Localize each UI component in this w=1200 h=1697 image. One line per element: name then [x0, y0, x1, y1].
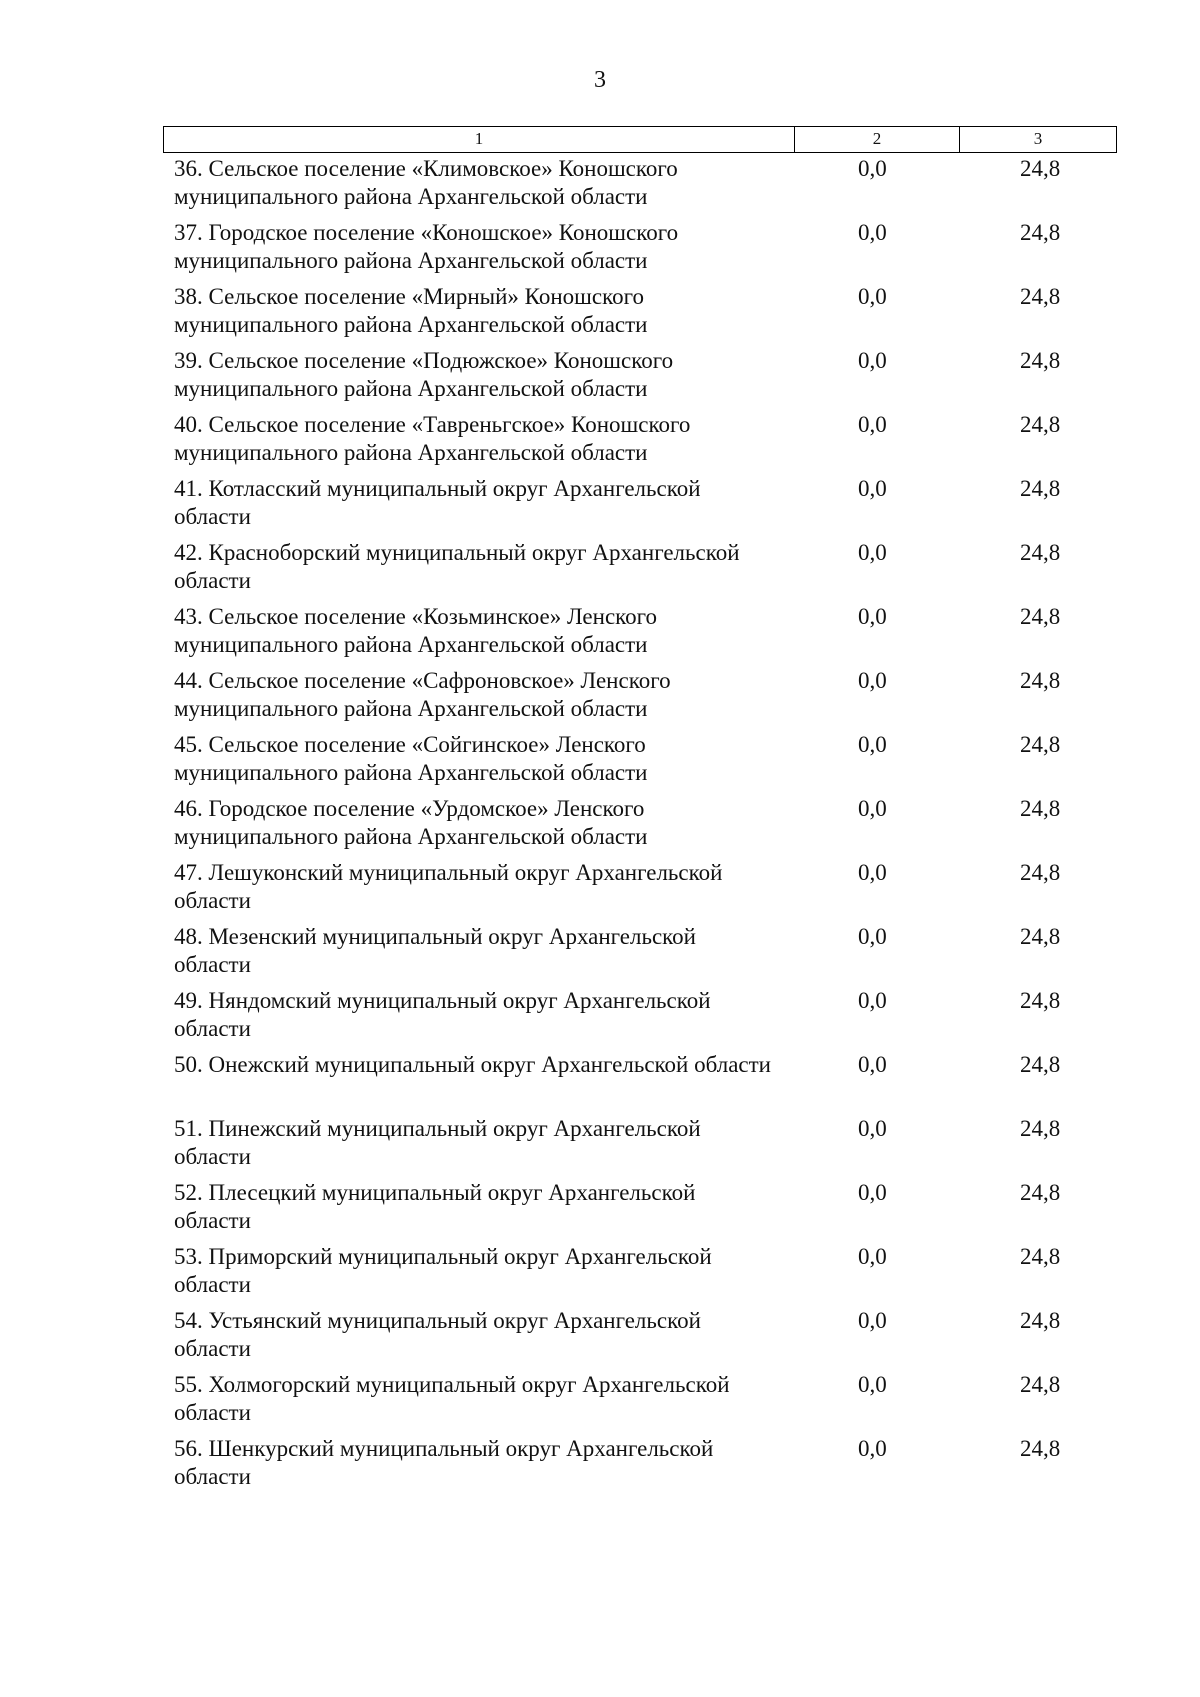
municipality-name: 41. Котласский муниципальный округ Архангельской области	[174, 476, 701, 529]
column-header-2: 2	[795, 127, 960, 152]
value-column-3: 24,8	[1020, 412, 1061, 437]
table-row	[0, 923, 1200, 987]
value-column-2: 0,0	[858, 412, 887, 437]
value-column-2: 0,0	[858, 732, 887, 757]
municipality-name: 38. Сельское поселение «Мирный» Коношского муниципального района Архангельской области	[174, 284, 648, 337]
value-column-3: 24,8	[1020, 1180, 1061, 1205]
table-row	[0, 475, 1200, 539]
table-row	[0, 731, 1200, 795]
table-body	[0, 155, 1200, 1499]
value-column-3: 24,8	[1020, 1116, 1061, 1141]
municipality-name: 43. Сельское поселение «Козьминское» Ленского муниципального района Архангельской области	[174, 604, 658, 657]
value-column-3: 24,8	[1020, 1052, 1061, 1077]
value-column-3: 24,8	[1020, 540, 1061, 565]
value-column-3: 24,8	[1020, 1308, 1061, 1333]
municipality-name: 36. Сельское поселение «Климовское» Коношского муниципального района Архангельской области	[174, 156, 678, 209]
value-column-3: 24,8	[1020, 604, 1061, 629]
value-column-3: 24,8	[1020, 348, 1061, 373]
municipality-name: 49. Няндомский муниципальный округ Архангельской области	[174, 988, 711, 1041]
municipality-name: 55. Холмогорский муниципальный округ Архангельской области	[174, 1372, 730, 1425]
value-column-2: 0,0	[858, 1244, 887, 1269]
value-column-3: 24,8	[1020, 1436, 1061, 1461]
value-column-3: 24,8	[1020, 1244, 1061, 1269]
municipality-name: 46. Городское поселение «Урдомское» Ленского муниципального района Архангельской области	[174, 796, 648, 849]
value-column-3: 24,8	[1020, 860, 1061, 885]
value-column-3: 24,8	[1020, 988, 1061, 1013]
value-column-3: 24,8	[1020, 476, 1061, 501]
table-row	[0, 1371, 1200, 1435]
table-row	[0, 1307, 1200, 1371]
value-column-2: 0,0	[858, 604, 887, 629]
table-row	[0, 283, 1200, 347]
value-column-2: 0,0	[858, 348, 887, 373]
value-column-3: 24,8	[1020, 924, 1061, 949]
municipality-name: 54. Устьянский муниципальный округ Архангельской области	[174, 1308, 701, 1361]
value-column-2: 0,0	[858, 988, 887, 1013]
table-row	[0, 411, 1200, 475]
page-number: 3	[594, 67, 606, 93]
municipality-name: 45. Сельское поселение «Сойгинское» Ленского муниципального района Архангельской области	[174, 732, 648, 785]
value-column-3: 24,8	[1020, 1372, 1061, 1397]
value-column-2: 0,0	[858, 284, 887, 309]
municipality-name: 39. Сельское поселение «Подюжское» Коношского муниципального района Архангельской области	[174, 348, 674, 401]
value-column-2: 0,0	[858, 1436, 887, 1461]
table-row	[0, 347, 1200, 411]
column-header-1: 1	[164, 127, 795, 152]
table-row	[0, 1243, 1200, 1307]
value-column-2: 0,0	[858, 1372, 887, 1397]
value-column-3: 24,8	[1020, 220, 1061, 245]
table-header	[163, 126, 1117, 153]
municipality-name: 51. Пинежский муниципальный округ Архангельской области	[174, 1116, 701, 1169]
table-row	[0, 1179, 1200, 1243]
table-row	[0, 603, 1200, 667]
table-row	[0, 667, 1200, 731]
value-column-3: 24,8	[1020, 796, 1061, 821]
value-column-2: 0,0	[858, 1116, 887, 1141]
value-column-3: 24,8	[1020, 732, 1061, 757]
table-row	[0, 1051, 1200, 1115]
value-column-3: 24,8	[1020, 668, 1061, 693]
value-column-2: 0,0	[858, 860, 887, 885]
value-column-2: 0,0	[858, 796, 887, 821]
municipality-name: 50. Онежский муниципальный округ Архангельской области	[174, 1052, 771, 1077]
value-column-3: 24,8	[1020, 284, 1061, 309]
table-row	[0, 155, 1200, 219]
municipality-name: 47. Лешуконский муниципальный округ Архангельской области	[174, 860, 723, 913]
municipality-name: 52. Плесецкий муниципальный округ Архангельской области	[174, 1180, 696, 1233]
municipality-name: 42. Красноборский муниципальный округ Архангельской области	[174, 540, 740, 593]
value-column-2: 0,0	[858, 668, 887, 693]
value-column-2: 0,0	[858, 1308, 887, 1333]
municipality-name: 37. Городское поселение «Коношское» Коношского муниципального района Архангельской области	[174, 220, 679, 273]
municipality-name: 40. Сельское поселение «Тавреньгское» Коношского муниципального района Архангельской области	[174, 412, 691, 465]
value-column-2: 0,0	[858, 220, 887, 245]
table-row	[0, 219, 1200, 283]
municipality-name: 53. Приморский муниципальный округ Архангельской области	[174, 1244, 712, 1297]
value-column-2: 0,0	[858, 924, 887, 949]
municipality-name: 48. Мезенский муниципальный округ Архангельской области	[174, 924, 696, 977]
municipality-name: 56. Шенкурский муниципальный округ Архангельской области	[174, 1436, 714, 1489]
value-column-2: 0,0	[858, 476, 887, 501]
table-row	[0, 1115, 1200, 1179]
table-row	[0, 859, 1200, 923]
value-column-2: 0,0	[858, 540, 887, 565]
table-row	[0, 539, 1200, 603]
table-row	[0, 795, 1200, 859]
value-column-2: 0,0	[858, 1052, 887, 1077]
table-row	[0, 987, 1200, 1051]
value-column-3: 24,8	[1020, 156, 1061, 181]
column-header-3: 3	[1033, 129, 1043, 148]
table-row	[0, 1435, 1200, 1499]
municipality-name: 44. Сельское поселение «Сафроновское» Ленского муниципального района Архангельской области	[174, 668, 671, 721]
value-column-2: 0,0	[858, 156, 887, 181]
value-column-2: 0,0	[858, 1180, 887, 1205]
